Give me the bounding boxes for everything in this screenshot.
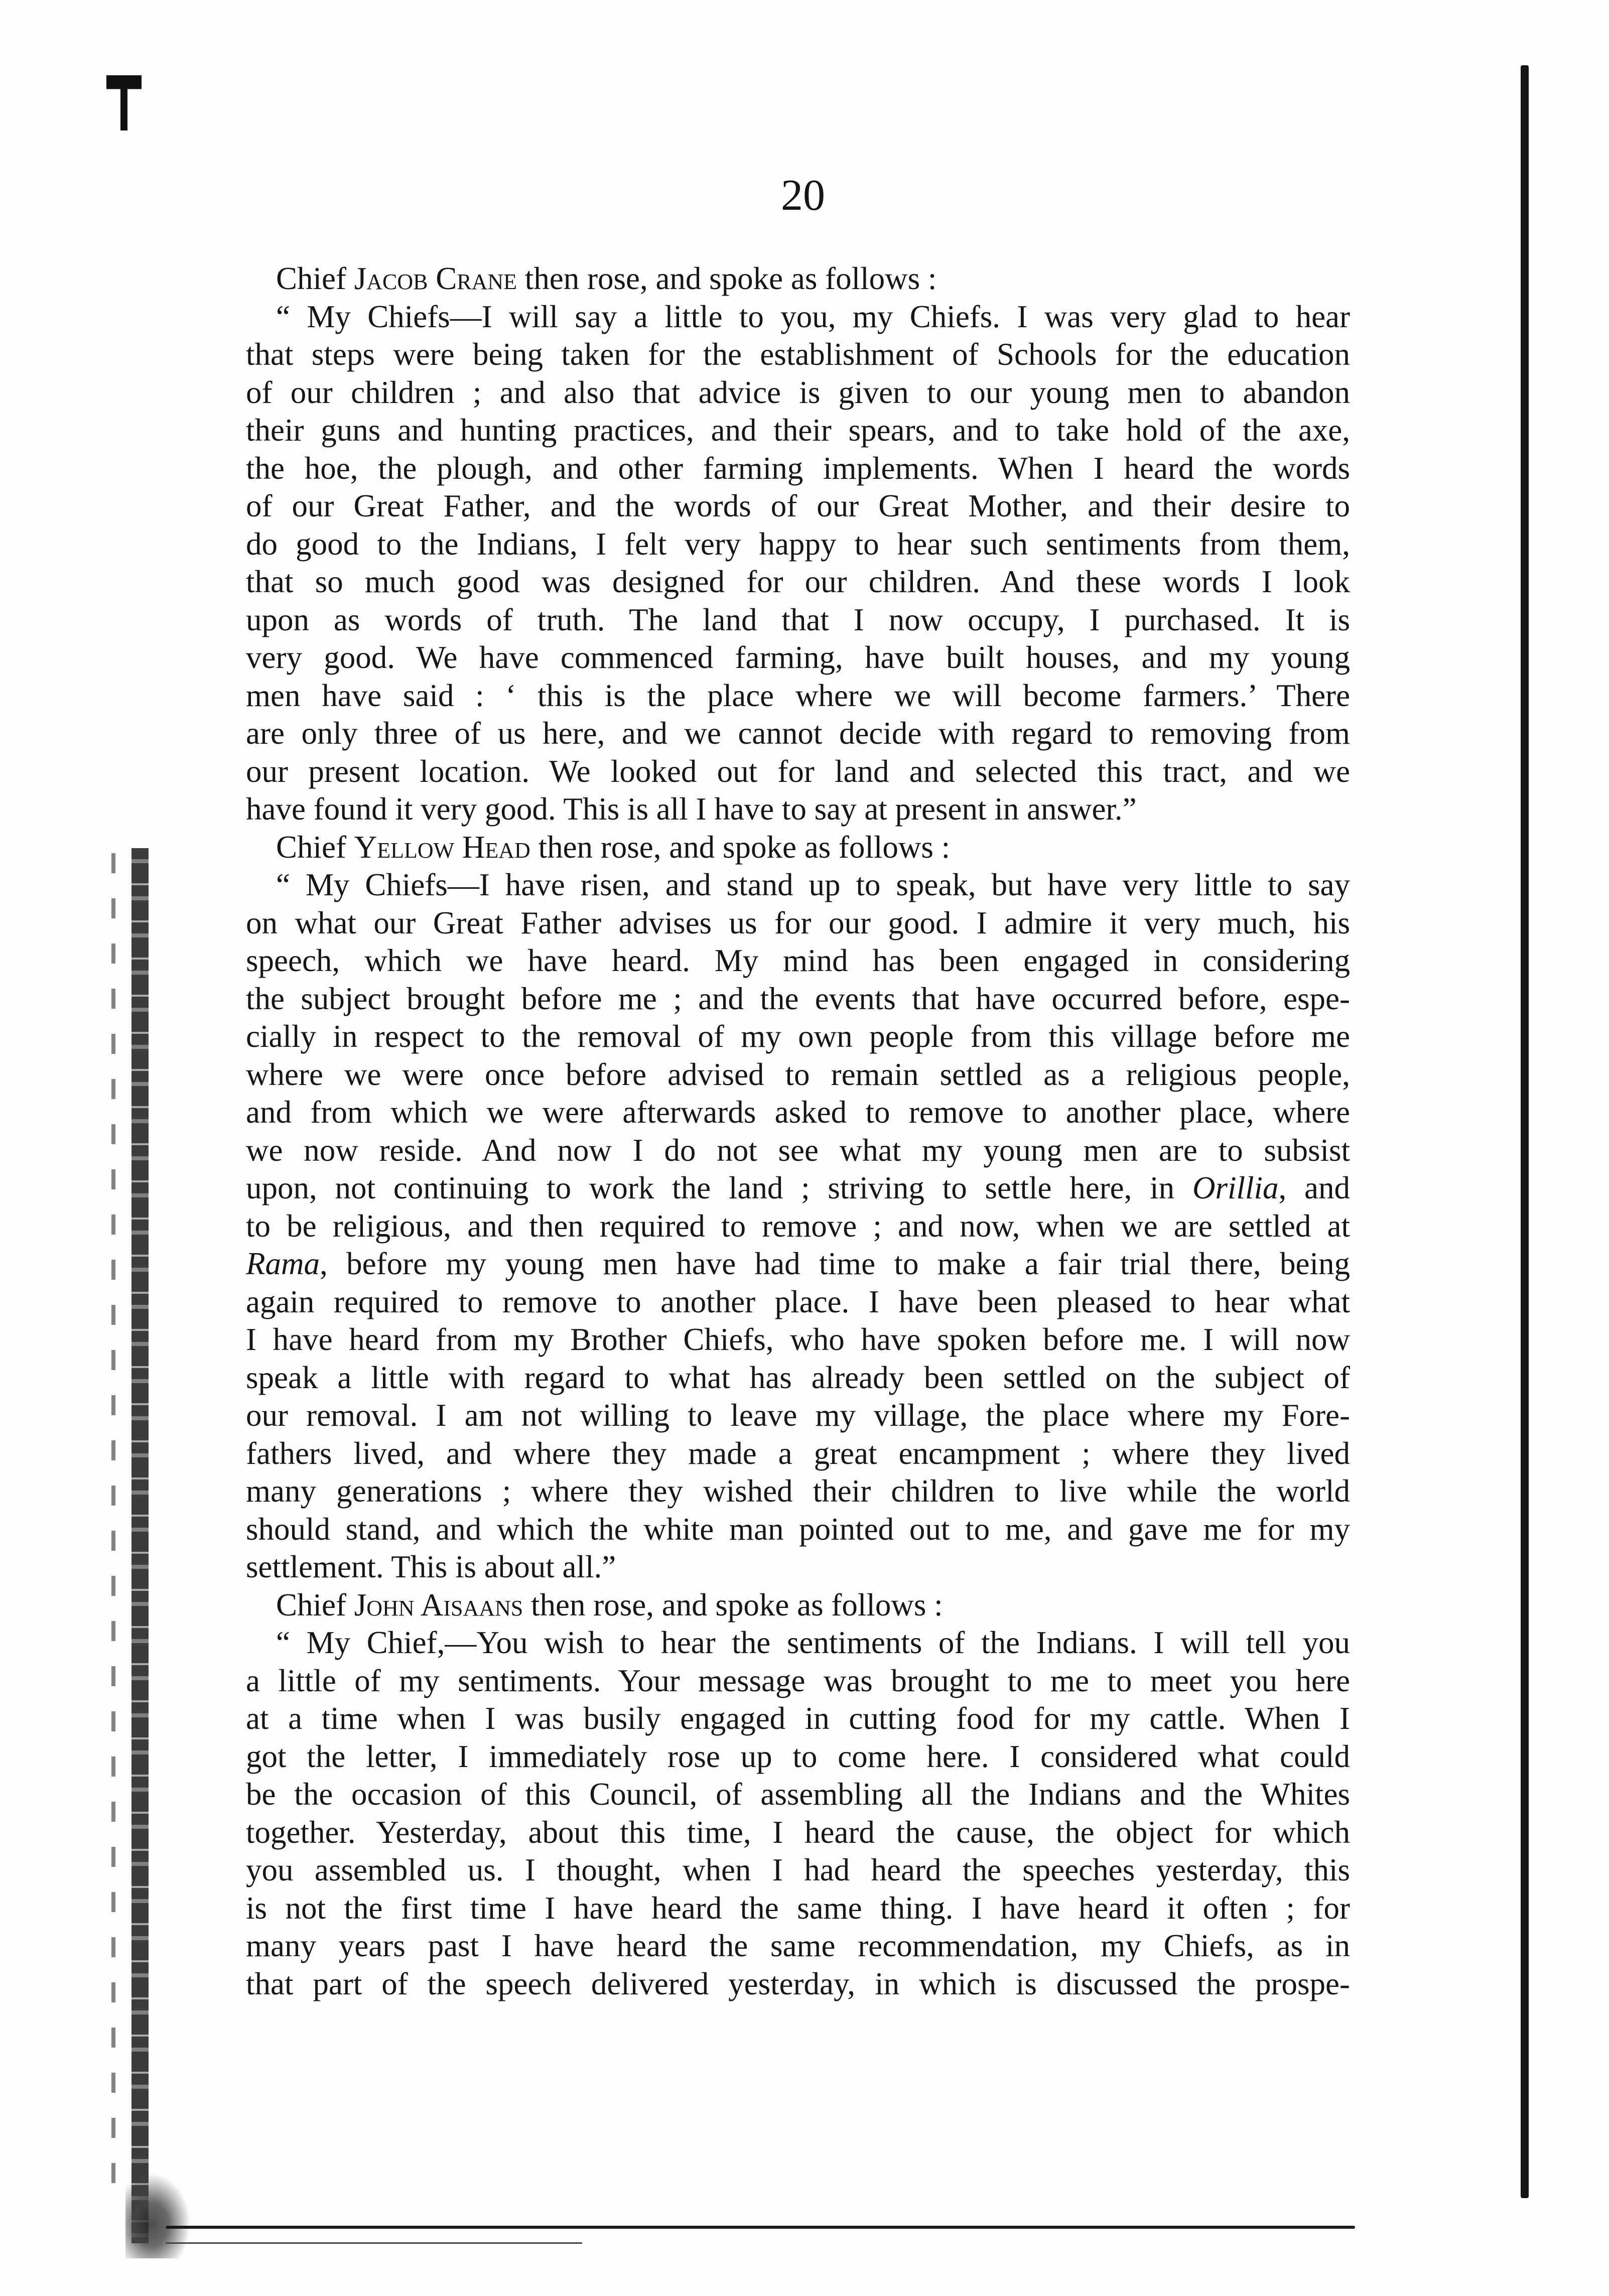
text-line: Rama, before my young men have had time to make a fair trial there, being [246, 1246, 1350, 1281]
intro-prefix: Chief [276, 1587, 354, 1623]
text-line: be the occasion of this Council, of assembling all the Indians and the Whites [246, 1777, 1350, 1812]
text-line: cially in respect to the removal of my own people from this village before me [246, 1019, 1350, 1054]
scan-artifact-right-edge [1521, 65, 1529, 2198]
text-line: a little of my sentiments. Your message was brought to me to meet you here [246, 1663, 1350, 1698]
text-line: have found it very good. This is all I have to say at present in answer.” [246, 791, 1137, 827]
intro-prefix: Chief [276, 261, 354, 296]
text-line: upon, not continuing to work the land ; striving to settle here, in Orillia, and [246, 1170, 1350, 1205]
text-line: “ My Chiefs—I will say a little to you, my Chiefs. I was very glad to hear [276, 299, 1350, 334]
text-line: I have heard from my Brother Chiefs, who have spoken before me. I will now [246, 1322, 1350, 1357]
text-line: many generations ; where they wished their children to live while the world [246, 1473, 1350, 1509]
text-line: the subject brought before me ; and the events that have occurred before, espe- [246, 981, 1350, 1016]
scan-artifact-left-edge [131, 848, 149, 2243]
speech-intro [246, 1586, 1350, 1625]
text-line: is not the first time I have heard the same thing. I have heard it often ; for [246, 1890, 1350, 1926]
text-line: that part of the speech delivered yesterday, in which is discussed the prospe- [246, 1966, 1350, 2001]
text-line: men have said : ‘ this is the place where we will become farmers.’ There [246, 678, 1350, 713]
intro-suffix: then rose, and spoke as follows : [523, 1587, 943, 1623]
text-line: their guns and hunting practices, and their spears, and to take hold of the axe, [246, 413, 1350, 448]
scan-artifact-left-edge-faint [111, 853, 115, 2208]
text-line: settlement. This is about all.” [246, 1549, 616, 1584]
text-line: and from which we were afterwards asked to remove to another place, where [246, 1095, 1350, 1130]
text-line: together. Yesterday, about this time, I heard the cause, the object for which [246, 1814, 1350, 1850]
text-line: that so much good was designed for our children. And these words I look [246, 564, 1350, 599]
place-name: Orillia [1192, 1170, 1279, 1205]
text-line: you assembled us. I thought, when I had heard the speeches yesterday, this [246, 1852, 1350, 1887]
text-line: again required to remove to another place. I have been pleased to hear what [246, 1284, 1350, 1319]
text-line: on what our Great Father advises us for our good. I admire it very much, his [246, 905, 1350, 940]
text-line: are only three of us here, and we cannot decide with regard to removing from [246, 716, 1350, 751]
scan-artifact-bottom-smudge [125, 2173, 191, 2258]
scan-artifact-corner [106, 75, 142, 130]
text-line: upon as words of truth. The land that I now occupy, I purchased. It is [246, 602, 1350, 637]
scan-artifact-bottom-rule [166, 2226, 1355, 2229]
text-line: of our Great Father, and the words of our Great Mother, and their desire to [246, 488, 1350, 523]
text-line: speech, which we have heard. My mind has been engaged in considering [246, 943, 1350, 978]
text-line: the hoe, the plough, and other farming implements. When I heard the words [246, 450, 1350, 486]
text-line: to be religious, and then required to remove ; and now, when we are settled at [246, 1208, 1350, 1244]
text-line: our present location. We looked out for land and selected this tract, and we [246, 753, 1350, 789]
text-line: that steps were being taken for the establishment of Schools for the education [246, 337, 1350, 372]
text-line: many years past I have heard the same recommendation, my Chiefs, as in [246, 1928, 1350, 1963]
page-number: 20 [781, 171, 825, 220]
speech-intro [246, 260, 1350, 298]
text-line: “ My Chief,—You wish to hear the sentiments of the Indians. I will tell you [276, 1625, 1350, 1660]
chief-name: John Aisaans [354, 1587, 523, 1623]
text-line: we now reside. And now I do not see what my young men are to subsist [246, 1132, 1350, 1168]
text-line: at a time when I was busily engaged in cutting food for my cattle. When I [246, 1701, 1350, 1736]
place-name: Rama [246, 1246, 320, 1281]
text-line: speak a little with regard to what has already been settled on the subject of [246, 1360, 1350, 1395]
chief-name: Jacob Crane [354, 261, 517, 296]
text-line: of our children ; and also that advice is given to our young men to abandon [246, 374, 1350, 410]
intro-suffix: then rose, and spoke as follows : [517, 261, 937, 296]
text-line: where we were once before advised to remain settled as a religious people, [246, 1056, 1350, 1092]
intro-prefix: Chief [276, 829, 354, 865]
intro-suffix: then rose, and spoke as follows : [530, 829, 951, 865]
text-line: should stand, and which the white man pointed out to me, and gave me for my [246, 1511, 1350, 1547]
text-line: got the letter, I immediately rose up to come here. I considered what could [246, 1738, 1350, 1774]
text-line: our removal. I am not willing to leave my village, the place where my Fore- [246, 1398, 1350, 1433]
speech-intro [246, 829, 1350, 867]
chief-name: Yellow Head [354, 829, 530, 865]
text-line: “ My Chiefs—I have risen, and stand up to speak, but have very little to say [276, 867, 1350, 902]
text-line: fathers lived, and where they made a great encampment ; where they lived [246, 1435, 1350, 1471]
scan-artifact-bottom-rule-thin [166, 2242, 582, 2244]
text-line: very good. We have commenced farming, have built houses, and my young [246, 640, 1350, 675]
body-text [246, 260, 1350, 2003]
text-line: do good to the Indians, I felt very happy to hear such sentiments from them, [246, 526, 1350, 562]
